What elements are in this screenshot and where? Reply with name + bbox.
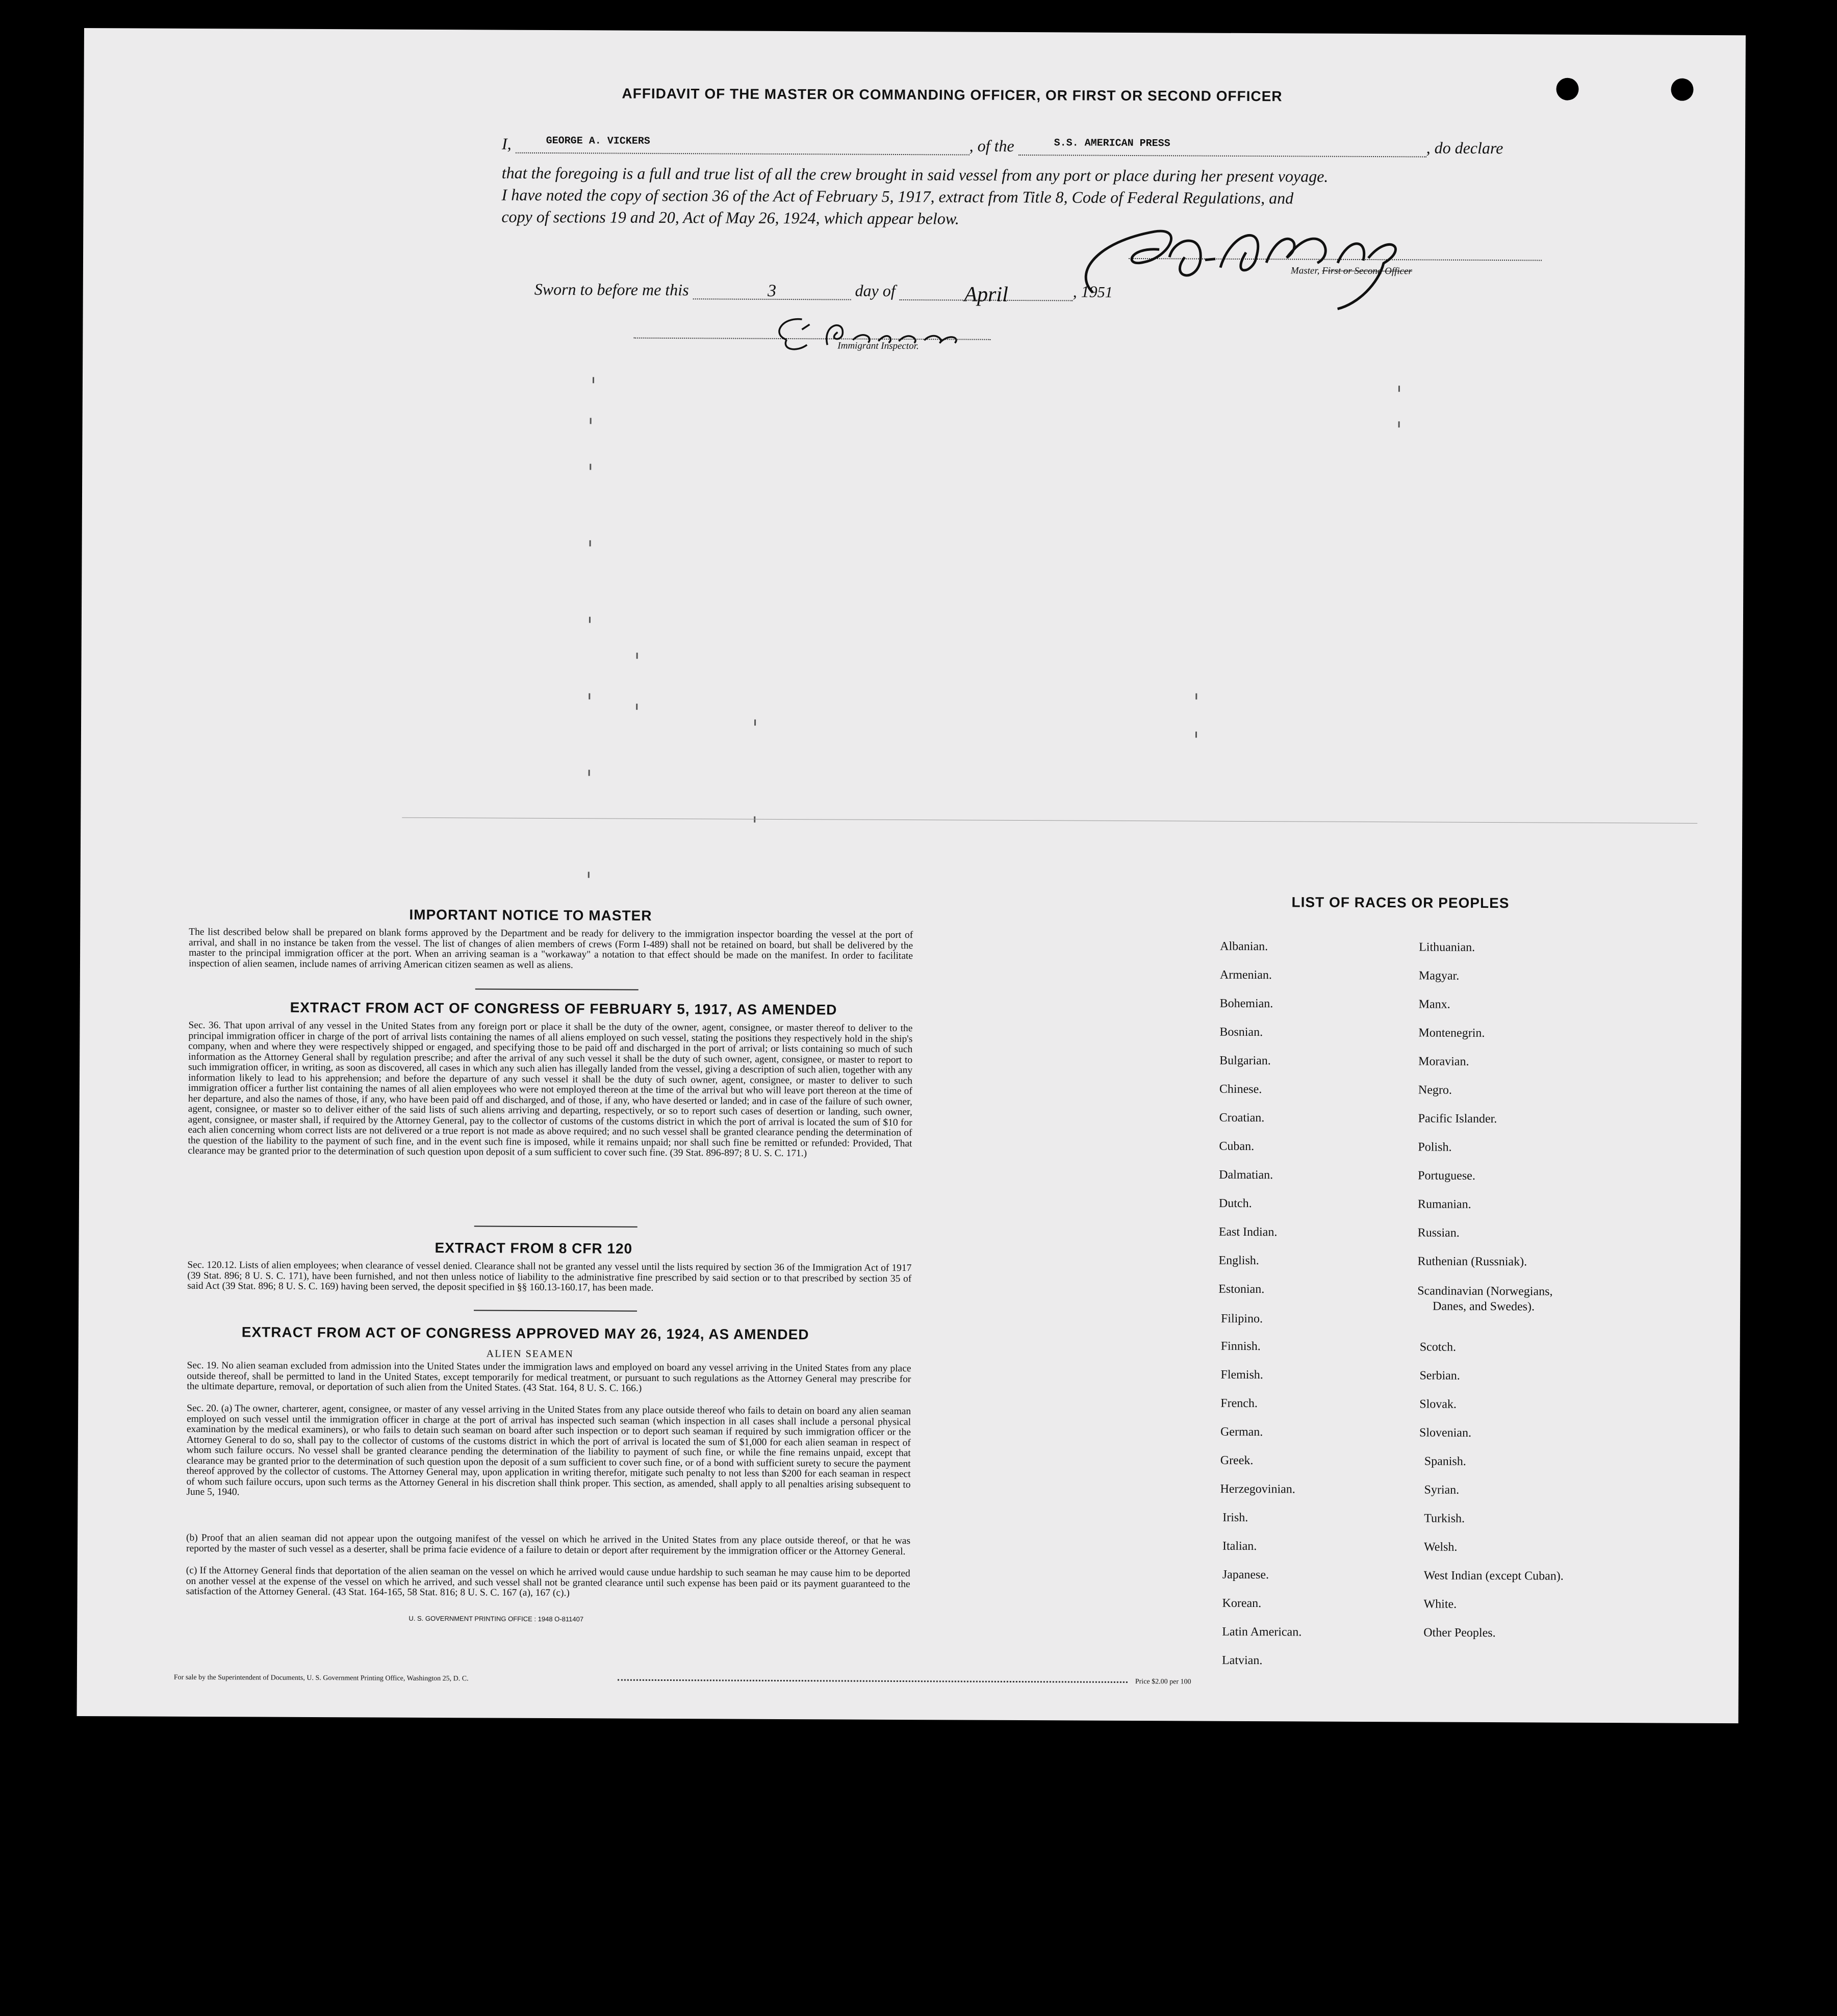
race-right: Scandinavian (Norwegians, [1417,1284,1553,1298]
of-the-label: , of the [969,136,1014,155]
race-left: Flemish. [1220,1368,1263,1382]
race-left: Estonian. [1218,1282,1265,1296]
race-left: Italian. [1222,1539,1257,1553]
inspector-signature [766,309,980,361]
column-mark [1195,732,1197,738]
race-left: Bulgarian. [1219,1054,1271,1068]
extract-cfr-heading: EXTRACT FROM 8 CFR 120 [435,1240,633,1257]
punch-hole [1751,188,1777,215]
race-right: Moravian. [1418,1055,1469,1068]
race-right: Welsh. [1423,1540,1458,1554]
master-label: Master, [1290,265,1320,276]
declarant-name: GEORGE A. VICKERS [546,135,650,147]
column-mark [1398,421,1400,427]
alien-seamen-subheading: ALIEN SEAMEN [486,1348,574,1360]
year-prefix: , 19 [1073,282,1098,301]
sworn-line [534,279,1113,307]
sworn-label: Sworn to before me this [534,279,689,299]
race-right: Pacific Islander. [1418,1112,1497,1126]
punch-hole [1745,1489,1772,1515]
footer-dots [618,1675,1128,1683]
notice-heading: IMPORTANT NOTICE TO MASTER [409,906,652,924]
i-label: I, [501,134,512,153]
section-20b: (b) Proof that an alien seaman did not appear upon the outgoing manifest of the vessel on which he arrived in the United States from any place outside thereof, or that he was reported by the master of such vessel as a deserter, shall be prima facie evidence of a failure to detain or deport after requirement by the immigration officer or the Attorney General. [186,1532,911,1557]
column-mark [593,377,594,383]
column-mark [636,704,637,710]
declare-label: , do declare [1426,138,1503,158]
race-left: East Indian. [1218,1225,1278,1239]
race-left: Croatian. [1219,1111,1265,1125]
race-right: Rumanian. [1417,1197,1471,1211]
race-right: Syrian. [1424,1483,1460,1497]
master-signature [1052,200,1450,319]
column-mark [590,418,592,424]
sworn-month-field [900,282,1073,307]
sworn-day-field [693,281,851,300]
race-right: Serbian. [1419,1369,1460,1383]
document-page [77,28,1746,1723]
affidavit-line-4: copy of sections 19 and 20, Act of May 26, 1924, which appear below. [501,207,959,228]
punch-hole [1671,79,1693,101]
footer-right: Price $2.00 per 100 [1135,1678,1191,1686]
notice-body: The list described below shall be prepared on blank forms approved by the Department and be ready for delivery to the immigration inspector boarding the vessel at the port of arrival, and shall in no instance be taken from the vessel. The list of changes of alien members of crews (Form I-489) shall not be retained on board, but shall be delivered by the master to the principal immigration officer at the port. When an arriving seaman is a "workaway" a notation to that effect should be made on the manifest. In order to facilitate inspection of alien seamen, include names of arriving American citizen seamen as well as aliens. [188,926,913,971]
column-mark [636,653,638,659]
race-right: Russian. [1417,1226,1460,1240]
divider [474,1226,637,1227]
race-right: Lithuanian. [1419,940,1475,954]
race-right: Polish. [1418,1140,1452,1154]
declarant-name-field [516,135,969,156]
column-mark [589,693,590,699]
vessel-name-field [1018,137,1426,157]
section-20c: (c) If the Attorney General finds that deportation of the alien seaman on the vessel on which he arrived would cause undue hardship to such seaman he may cause him to be deported on another vessel at the expense of the vessel on which he arrived, and such vessel shall not be granted clearance until such expense has been paid or its payment guaranteed to the satisfaction of the Attorney General. (43 Stat. 164-165, 58 Stat. 816; 8 U. S. C. 167 (a), 167 (c).) [186,1565,910,1599]
punch-hole [1751,275,1777,301]
column-mark [1195,694,1197,700]
column-mark [754,720,756,726]
punch-hole [1749,617,1776,643]
race-right: West Indian (except Cuban). [1423,1569,1564,1583]
race-right: Other Peoples. [1423,1626,1496,1640]
race-right: Turkish. [1424,1512,1465,1525]
race-right: White. [1423,1597,1457,1611]
race-left: German. [1220,1425,1263,1439]
footer-left: For sale by the Superintendent of Documents, U. S. Government Printing Office, Washington 25, D. C. [173,1673,469,1683]
race-right: Manx. [1418,998,1450,1011]
column-mark [589,617,591,623]
extract-1924-heading: EXTRACT FROM ACT OF CONGRESS APPROVED MAY 26, 1924, AS AMENDED [241,1324,809,1343]
race-left: Latvian. [1221,1653,1263,1668]
struck-officer-label: First or Second Officer [1322,265,1413,277]
race-right: Montenegrin. [1418,1026,1485,1040]
column-mark [590,464,591,470]
race-left: Filipino. [1220,1312,1263,1326]
race-left: Dalmatian. [1219,1168,1273,1182]
extract-1917-body: Sec. 36. That upon arrival of any vessel in the United States from any foreign port or place it shall be the duty of the owner, agent, consignee, or master thereof to deliver to the principal immigration officer in charge of the port of arrival lists containing the names of all aliens employed on such vessel, stating the positions they respectively hold in the ship's company, when and where they were respectively shipped or engaged, and specifying those to be paid off and discharged in the port of arrival; or lists containing so much of such information as the Attorney General shall by regulation prescribe; and after the arrival of any such vessel it shall be the duty of such owner, agent, consignee, or master to report to such immigration officer, in writing, as soon as discovered, all cases in which any such alien has illegally landed from the vessel, giving a description of such alien, together with any information likely to lead to his apprehension; and before the departure of any such vessel it shall be the duty of such owner, agent, consignee, or master to deliver to such immigration officer a further list containing the names of all alien employees who were not employed thereon at the time of the arrival but who will leave port thereon at the time of her departure, and also the names of those, if any, who have been paid off and discharged, and of those, if any, who have deserted or landed; and in case of the failure of such owner, agent, consignee, or master so to deliver either of the said lists of such aliens arriving and departing, respectively, or so to report such cases of desertion or landing, such owner, agent, consignee, or master shall, if required by the Attorney General, pay to the collector of customs of the customs district in which the port of arrival is located the sum of $10 for each alien concerning whom correct lists are not delivered or a true report is not made as above required; and no such vessel shall be granted clearance pending the determination of the question of the liability to the payment of such fine, and in the event such fine is imposed, while it remains unpaid; nor shall such fine be remitted or refunded: Provided, That clearance may be granted prior to the determination of such question upon deposit of a sum sufficient to cover such fine. (39 Stat. 896-897; 8 U. S. C. 171.) [188,1019,913,1159]
divider [474,1310,637,1311]
day-of-label: day of [855,281,896,300]
sworn-month: April [964,283,1008,307]
race-right: Magyar. [1418,969,1460,983]
punch-hole [1556,78,1578,100]
race-left: Irish. [1222,1511,1248,1524]
race-right: Scotch. [1419,1340,1457,1354]
punch-hole [1747,1167,1773,1194]
column-mark [588,872,590,878]
race-left: Korean. [1222,1596,1262,1611]
divider [475,988,639,990]
column-mark [589,770,590,776]
race-left: Bosnian. [1219,1025,1263,1039]
punch-hole [1747,1085,1774,1111]
master-caption [1291,265,1412,277]
race-right: Slovak. [1419,1397,1457,1411]
punch-hole [1750,527,1776,554]
race-left: Dutch. [1218,1196,1252,1211]
affidavit-line-2: that the foregoing is a full and true list of all the crew brought in said vessel from any port or place during her present voyage. [501,163,1329,186]
race-right: Danes, and Swedes). [1433,1299,1535,1314]
section-19: Sec. 19. No alien seaman excluded from admission into the United States under the immigration laws and employed on board any vessel arriving in the United States from any place outside thereof, shall be permitted to land in the United States, except temporarily for medical treatment, or pursuant to such regulations as the Attorney General may prescribe for the ultimate departure, removal, or deportation of such alien from the United States. (43 Stat. 164, 8 U. S. C. 166.) [187,1360,911,1394]
race-left: Chinese. [1219,1082,1262,1096]
race-right: Spanish. [1424,1454,1466,1468]
race-left: Finnish. [1220,1339,1261,1354]
year-suffix: 51 [1097,284,1113,301]
race-left: Armenian. [1219,968,1272,982]
race-left: Japanese. [1222,1568,1269,1582]
race-left: Latin American. [1222,1625,1302,1639]
race-left: French. [1220,1396,1258,1411]
extract-1917-heading: EXTRACT FROM ACT OF CONGRESS OF FEBRUARY 5, 1917, AS AMENDED [290,999,837,1018]
punch-hole [1746,1399,1772,1426]
column-mark [590,540,591,546]
gpo-line: U. S. GOVERNMENT PRINTING OFFICE : 1948 O-811407 [409,1614,584,1623]
race-left: Cuban. [1219,1139,1255,1154]
inspector-caption: Immigrant Inspector. [837,340,919,352]
affidavit-line-1 [502,135,1503,158]
affidavit-line-3: I have noted the copy of section 36 of the Act of February 5, 1917, extract from Title 8, Code of Federal Regulations, and [501,185,1294,208]
fold-line [402,818,1697,824]
column-mark [1398,386,1400,392]
race-right: Portuguese. [1418,1169,1475,1183]
vessel-name: S.S. AMERICAN PRESS [1054,137,1170,150]
race-left: Albanian. [1220,939,1268,954]
sworn-day: 3 [767,281,777,300]
race-left: English. [1218,1254,1259,1268]
section-20a: Sec. 20. (a) The owner, charterer, agent, consignee, or master of any vessel arriving in the United States from any place outside thereof who fails to detain on board any alien seaman employed on such vessel until the immigration officer in charge at the port of arrival has inspected such seaman (which inspection in all cases shall include a personal physical examination by the medical examiners), or who fails to detain such seaman on board after such inspection or to deport such seaman if required by such immigration officer or the Attorney General to do so, shall pay to the collector of customs of the customs district in which the port of arrival is located the sum of $1,000 for each alien seaman in respect of whom such failure occurs. No vessel shall be granted clearance pending the determination of the liability to payment of such fine, or while the fine remains unpaid, except that clearance may be granted prior to the determination of such question upon the deposit of a sum sufficient to cover such fine, or of a bond with sufficient surety to secure the payment thereof approved by the collector of customs. The Attorney General may, upon application in writing therefor, mitigate such penalty to not less than $200 for each seaman in respect of whom such failure occurs, upon such terms as the Attorney General in his discretion shall think proper. This section, as amended, shall apply to all penalties arising subsequent to June 5, 1940. [186,1402,911,1498]
race-right: Slovenian. [1419,1426,1472,1440]
race-right: Ruthenian (Russniak). [1417,1255,1527,1269]
affidavit-heading: AFFIDAVIT OF THE MASTER OR COMMANDING OFFICER, OR FIRST OR SECOND OFFICER [622,85,1283,105]
extract-cfr-body: Sec. 120.12. Lists of alien employees; when clearance of vessel denied. Clearance shall not be granted any vessel until the lists required by section 36 of the Immigration Act of 1917 (39 Stat. 896; 8 U. S. C. 171), have been furnished, and not then unless notice of liability to the administrative fine prescribed by said section or to that prescribed by section 35 of said Act (39 Stat. 896; 8 U. S. C. 169) having been served, the deposit specified in §§ 160.13-160.17, has been made. [187,1259,912,1293]
race-right: Negro. [1418,1083,1452,1097]
race-left: Bohemian. [1219,997,1273,1011]
race-left: Greek. [1220,1453,1254,1468]
race-left: Herzegovinian. [1220,1482,1295,1496]
races-heading: LIST OF RACES OR PEOPLES [1291,894,1510,911]
